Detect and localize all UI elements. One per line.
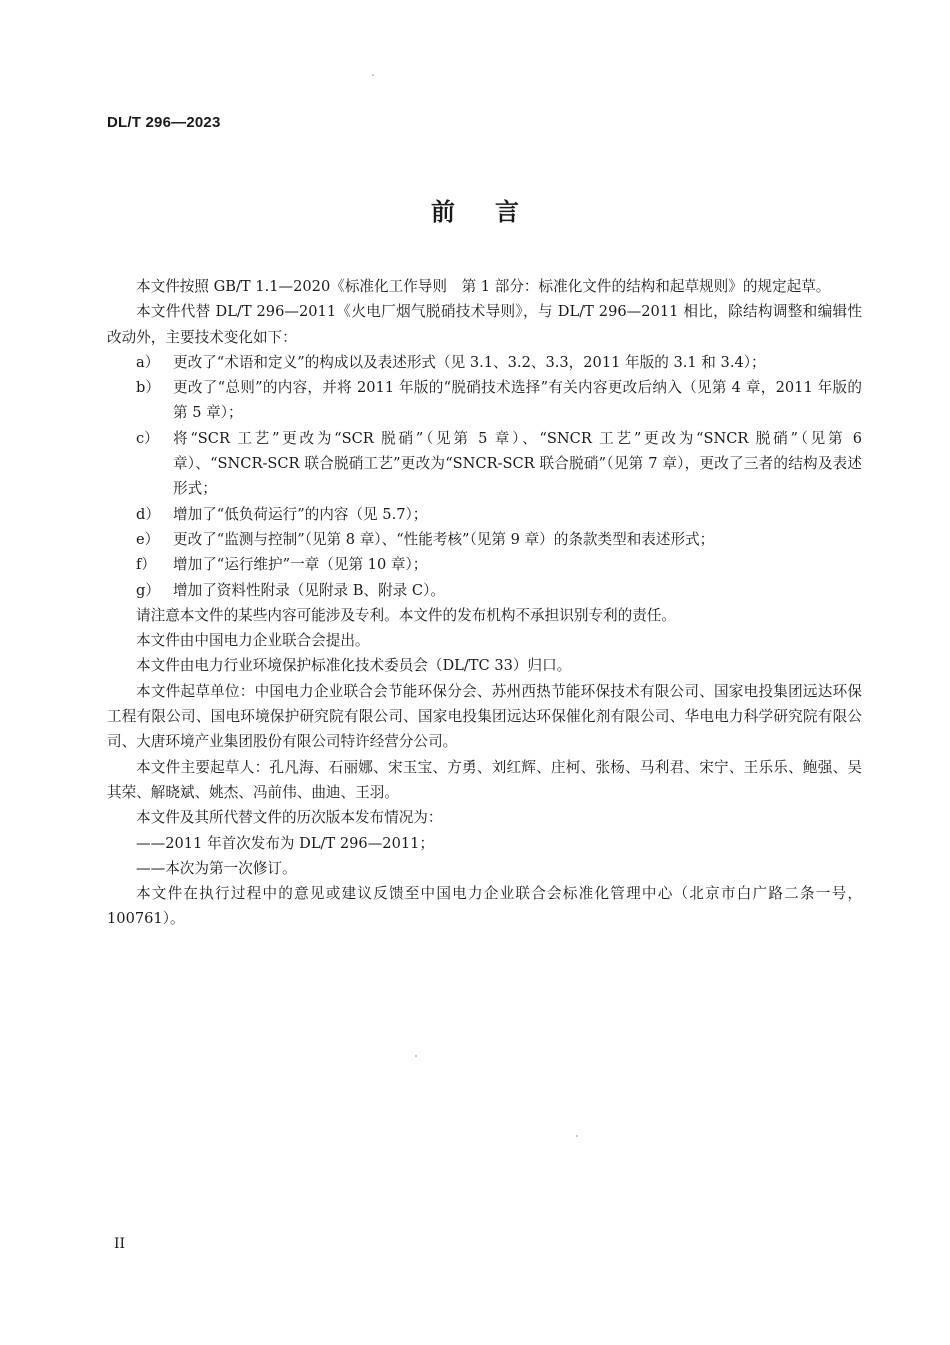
list-item <box>107 502 862 527</box>
document-code: DL/T 296—2023 <box>107 114 221 131</box>
history-item: ——2011 年首次发布为 DL/T 296—2011； <box>136 834 435 852</box>
list-marker: c） <box>136 429 159 447</box>
paragraph: 本文件主要起草人：孔凡海、石丽娜、宋玉宝、方勇、刘红辉、庄柯、张杨、马利君、宋宁、王乐乐、鲍强、吴其荣、解晓斌、姚杰、冯前伟、曲迪、王羽。 <box>107 758 862 801</box>
paragraph: 本文件由中国电力企业联合会提出。 <box>136 632 370 650</box>
list-text: 增加了“运行维护”一章（见第 10 章）； <box>173 556 428 574</box>
paragraph: 本文件按照 GB/T 1.1—2020《标准化工作导则 第 1 部分：标准化文件的结构和起草规则》的规定起草。 <box>136 278 831 295</box>
list-marker: b） <box>136 379 160 397</box>
scan-speck <box>372 74 374 76</box>
list-text: 增加了“低负荷运行”的内容（见 5.7）； <box>173 505 428 523</box>
list-marker: e） <box>136 530 160 548</box>
page-title: 前言 <box>431 198 559 226</box>
list-marker: f） <box>136 556 156 574</box>
paragraph: 本文件由电力行业环境保护标准化技术委员会（DL/TC 33）归口。 <box>136 657 572 675</box>
list-item <box>107 375 862 426</box>
list-item <box>107 350 862 375</box>
list-marker: g） <box>136 581 160 599</box>
paragraph: 本文件在执行过程中的意见或建议反馈至中国电力企业联合会标准化管理中心（北京市白广路二条一号，100761）。 <box>107 885 862 928</box>
paragraph: 本文件代替 DL/T 296—2011《火电厂烟气脱硝技术导则》，与 DL/T 296—2011 相比，除结构调整和编辑性改动外，主要技术变化如下： <box>107 303 862 346</box>
list-text: 更改了“监测与控制”（见第 8 章）、“性能考核”（见第 9 章）的条款类型和表述形式； <box>173 530 715 548</box>
list-marker: d） <box>136 505 160 523</box>
history-item: ——本次为第一次修订。 <box>136 859 297 877</box>
list-item <box>107 426 862 502</box>
foreword-body <box>107 274 862 932</box>
list-item <box>107 578 862 603</box>
list-item <box>107 552 862 577</box>
scan-speck <box>415 1055 417 1057</box>
list-text: 增加了资料性附录（见附录 B、附录 C）。 <box>173 581 445 599</box>
list-text: 更改了“总则”的内容，并将 2011 年版的“脱硝技术选择”有关内容更改后纳入（见第 4 章，2011 年版的第 5 章）； <box>173 379 862 422</box>
paragraph: 本文件及其所代替文件的历次版本发布情况为： <box>136 809 443 827</box>
list-item <box>107 527 862 552</box>
list-text: 更改了“术语和定义”的构成以及表述形式（见 3.1、3.2、3.3，2011 年版的 3.1 和 3.4）； <box>173 353 766 371</box>
list-text: 将“SCR 工艺”更改为“SCR 脱硝”（见第 5 章）、“SNCR 工艺”更改为“SNCR 脱硝”（见第 6 章）、“SNCR-SCR 联合脱硝工艺”更改为“SNCR-SCR 联合脱硝”（见第 7 章），更改了三者的结构及表述形式； <box>173 429 862 498</box>
page-number: II <box>114 1236 126 1252</box>
paragraph: 本文件起草单位：中国电力企业联合会节能环保分会、苏州西热节能环保技术有限公司、国家电投集团远达环保工程有限公司、国电环境保护研究院有限公司、国家电投集团远达环保催化剂有限公司、华电电力科学研究院有限公司、大唐环境产业集团股份有限公司特许经营分公司。 <box>107 682 862 751</box>
list-marker: a） <box>136 353 160 371</box>
scan-speck <box>576 1135 578 1137</box>
paragraph: 请注意本文件的某些内容可能涉及专利。本文件的发布机构不承担识别专利的责任。 <box>136 606 676 624</box>
